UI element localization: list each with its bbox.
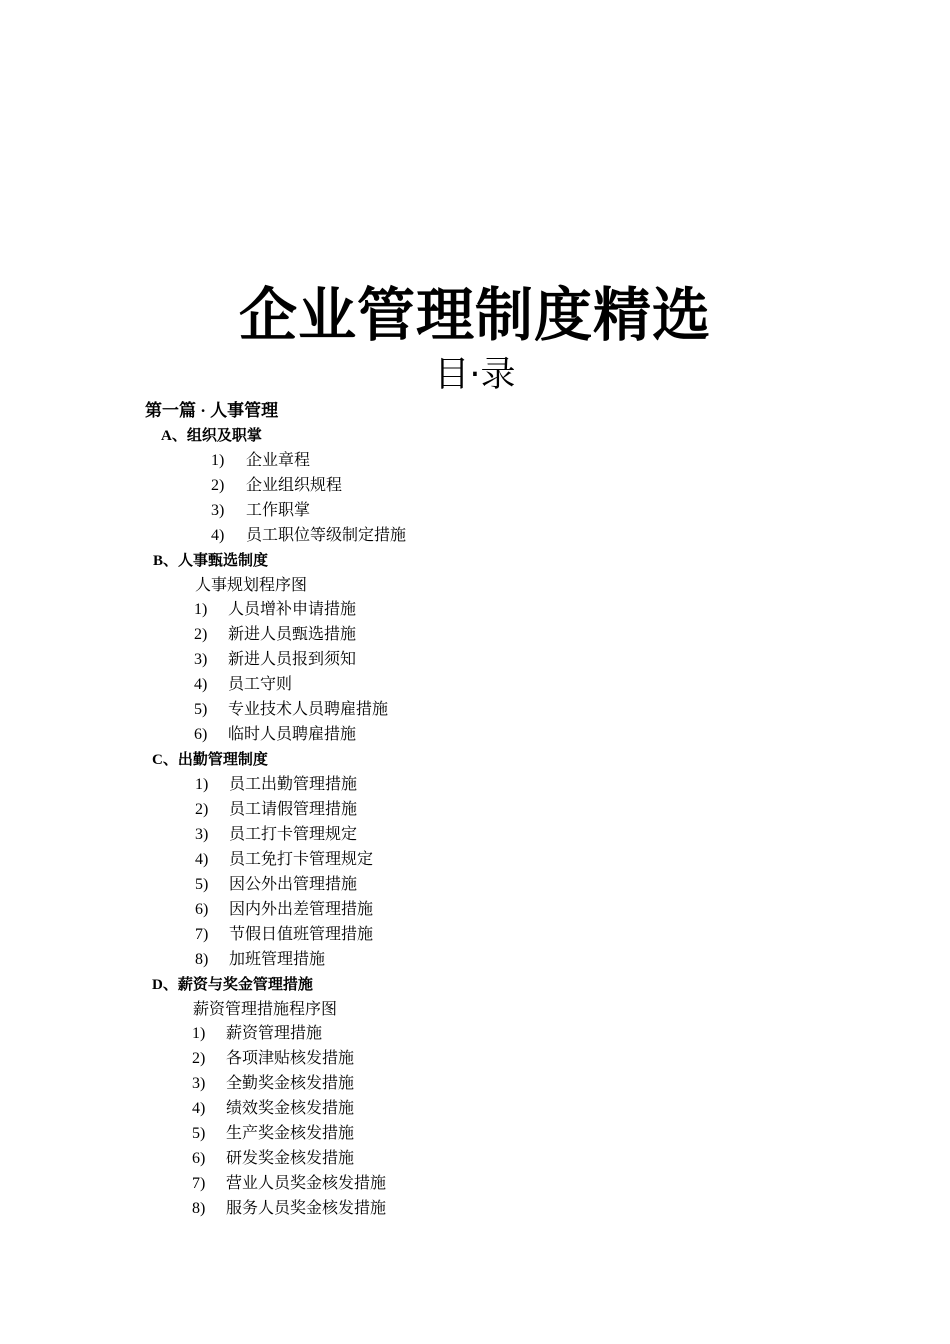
toc-item[interactable]: 4) 绩效奖金核发措施 (192, 1100, 355, 1117)
toc-item[interactable]: 7) 节假日值班管理措施 (195, 926, 374, 943)
toc-item[interactable]: 6) 临时人员聘雇措施 (194, 726, 357, 743)
toc-item[interactable]: 3) 员工打卡管理规定 (195, 826, 358, 843)
section-heading-b: B、人事甄选制度 (153, 553, 269, 569)
toc-item[interactable]: 6) 研发奖金核发措施 (192, 1150, 355, 1167)
toc-item[interactable]: 1) 企业章程 (211, 452, 311, 469)
toc-item[interactable]: 2) 员工请假管理措施 (195, 801, 358, 818)
toc-item[interactable]: 4) 员工职位等级制定措施 (211, 527, 407, 544)
section-heading-a: A、组织及职掌 (161, 428, 262, 444)
toc-item[interactable]: 3) 全勤奖金核发措施 (192, 1075, 355, 1092)
section-intro-b[interactable]: 人事规划程序图 (195, 577, 308, 594)
toc-item[interactable]: 6) 因内外出差管理措施 (195, 901, 374, 918)
toc-item[interactable]: 1) 员工出勤管理措施 (195, 776, 358, 793)
toc-item[interactable]: 1) 薪资管理措施 (192, 1025, 323, 1042)
section-intro-d[interactable]: 薪资管理措施程序图 (193, 1001, 338, 1018)
document-title: 企业管理制度精选 (238, 281, 711, 349)
toc-item[interactable]: 4) 员工守则 (194, 676, 293, 693)
toc-item[interactable]: 2) 各项津贴核发措施 (192, 1050, 355, 1067)
section-heading-d: D、薪资与奖金管理措施 (152, 977, 313, 993)
toc-item[interactable]: 5) 专业技术人员聘雇措施 (194, 701, 389, 718)
toc-item[interactable]: 8) 加班管理措施 (195, 951, 326, 968)
toc-item[interactable]: 2) 企业组织规程 (211, 477, 343, 494)
toc-item[interactable]: 2) 新进人员甄选措施 (194, 626, 357, 643)
part-heading: 第一篇 · 人事管理 (145, 401, 279, 420)
toc-item[interactable]: 8) 服务人员奖金核发措施 (192, 1200, 387, 1217)
toc-item[interactable]: 3) 新进人员报到须知 (194, 651, 357, 668)
section-heading-c: C、出勤管理制度 (152, 752, 268, 768)
toc-heading: 目·录 (434, 355, 516, 395)
toc-item[interactable]: 3) 工作职掌 (211, 502, 311, 519)
toc-item[interactable]: 5) 因公外出管理措施 (195, 876, 358, 893)
toc-item[interactable]: 4) 员工免打卡管理规定 (195, 851, 374, 868)
toc-item[interactable]: 7) 营业人员奖金核发措施 (192, 1175, 387, 1192)
toc-item[interactable]: 5) 生产奖金核发措施 (192, 1125, 355, 1142)
toc-item[interactable]: 1) 人员增补申请措施 (194, 601, 357, 618)
